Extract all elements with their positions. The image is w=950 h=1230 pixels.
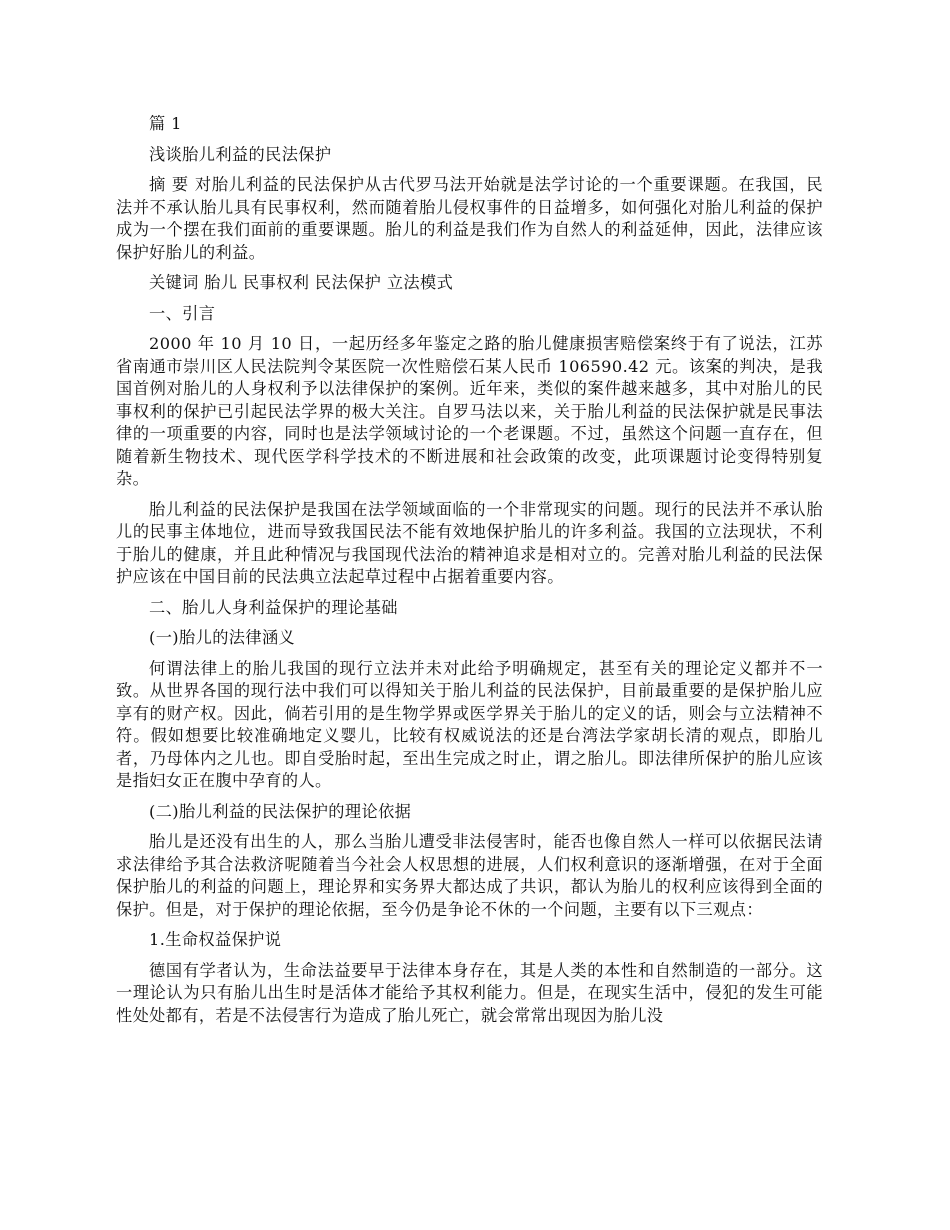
body-paragraph: 德国有学者认为，生命法益要早于法律本身存在，其是人类的本性和自然制造的一部分。这一理论认为只有胎儿出生时是活体才能给予其权利能力。但是，在现实生活中，侵犯的发生可能性处处都有，若是不法侵害行为造成了胎儿死亡，就会常常出现因为胎儿没	[116, 960, 823, 1025]
body-paragraph: 胎儿利益的民法保护是我国在法学领域面临的一个非常现实的问题。现行的民法并不承认胎儿的民事主体地位，进而导致我国民法不能有效地保护胎儿的许多利益。我国的立法现状，不利于胎儿的健康，并且此种情况与我国现代法治的精神追求是相对立的。完善对胎儿利益的民法保护应该在中国目前的民法典立法起草过程中占据着重要内容。	[116, 499, 823, 586]
body-paragraph: 胎儿是还没有出生的人，那么当胎儿遭受非法侵害时，能否也像自然人一样可以依据民法请求法律给予其合法救济呢随着当今社会人权思想的进展，人们权利意识的逐渐增强，在对于全面保护胎儿的利益的问题上，理论界和实务界大都达成了共识，都认为胎儿的权利应该得到全面的保护。但是，对于保护的理论依据，至今仍是争论不休的一个问题，主要有以下三观点：	[116, 832, 823, 919]
body-paragraph: 何谓法律上的胎儿我国的现行立法并未对此给予明确规定，甚至有关的理论定义都并不一致。从世界各国的现行法中我们可以得知关于胎儿利益的民法保护，目前最重要的是保护胎儿应享有的财产权。因此，倘若引用的是生物学界或医学界关于胎儿的定义的话，则会与立法精神不符。假如想要比较准确地定义婴儿，比较有权威说法的还是台湾法学家胡长清的观点，即胎儿者，乃母体内之儿也。即自受胎时起，至出生完成之时止，谓之胎儿。即法律所保护的胎儿应该是指妇女正在腹中孕育的人。	[116, 658, 823, 790]
heading-theory-basis: 二、胎儿人身利益保护的理论基础	[149, 597, 398, 617]
section-label: 篇 1	[149, 114, 182, 133]
subheading-theory-grounds: (二)胎儿利益的民法保护的理论依据	[149, 801, 412, 821]
abstract-paragraph: 摘 要 对胎儿利益的民法保护从古代罗马法开始就是法学讨论的一个重要课题。在我国，民法并不承认胎儿具有民事权利，然而随着胎儿侵权事件的日益增多，如何强化对胎儿利益的保护成为一个摆在我们面前的重要课题。胎儿的利益是我们作为自然人的利益延伸，因此，法律应该保护好胎儿的利益。	[116, 175, 823, 262]
keywords-line: 关键词 胎儿 民事权利 民法保护 立法模式	[149, 273, 454, 292]
subheading-life-interest: 1.生命权益保护说	[149, 930, 282, 949]
subheading-legal-meaning: (一)胎儿的法律涵义	[149, 628, 296, 647]
heading-introduction: 一、引言	[149, 303, 216, 323]
article-title: 浅谈胎儿利益的民法保护	[149, 144, 332, 164]
body-paragraph: 2000 年 10 月 10 日，一起历经多年鉴定之路的胎儿健康损害赔偿案终于有了说法，江苏省南通市崇川区人民法院判令某医院一次性赔偿石某人民币 106590.42 元。该案的判决，是我国首例对胎儿的人身权利予以法律保护的案例。近年来，类似的案件越来越多，其中对胎儿的民事权利的保护已引起民法学界的极大关注。自罗马法以来，关于胎儿利益的民法保护就是民事法律的一项重要的内容，同时也是法学领域讨论的一个老课题。不过，虽然这个问题一直存在，但随着新生物技术、现代医学科学技术的不断进展和社会政策的改变，此项课题讨论变得特别复杂。	[116, 334, 823, 488]
